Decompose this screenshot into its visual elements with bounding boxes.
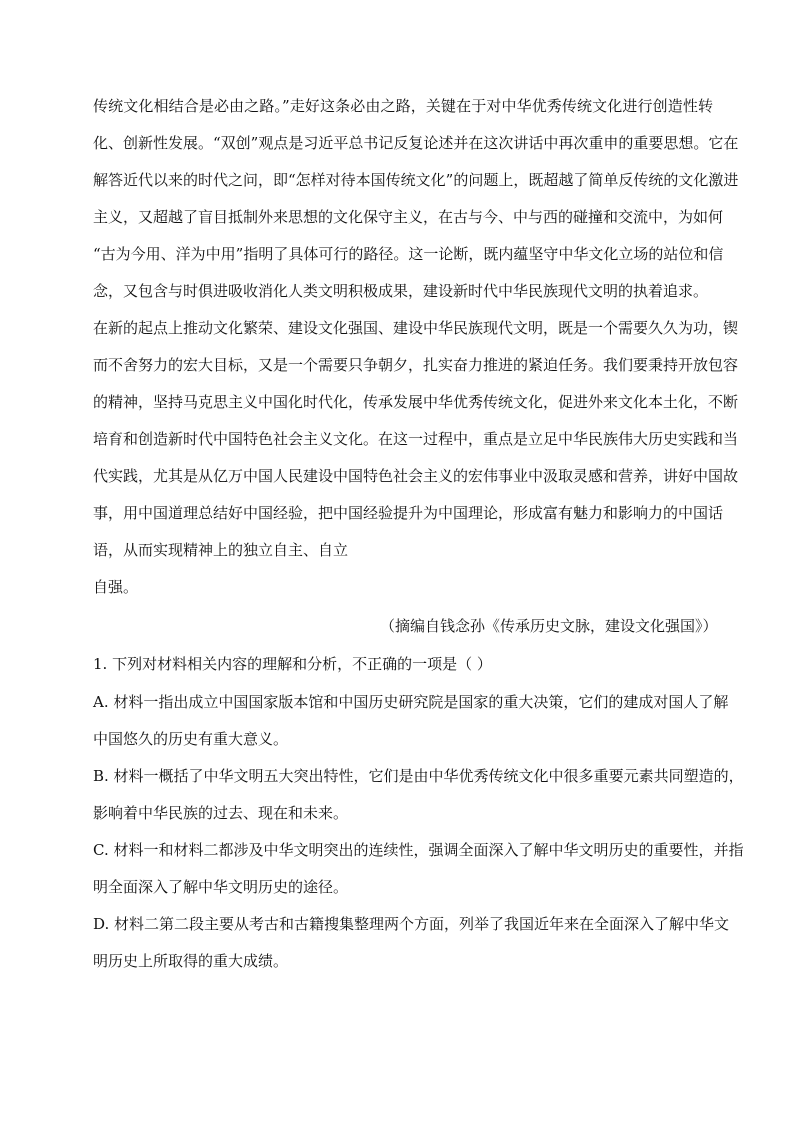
- option-line: 中国悠久的历史有重大意义。: [93, 730, 289, 748]
- passage-line: 事，用中国道理总结好中国经验，把中国经验提升为中国理论，形成富有魅力和影响力的中国话: [93, 504, 724, 522]
- passage-line: 自强。: [93, 578, 139, 596]
- passage-line: 化、创新性发展。“双创”观点是习近平总书记反复论述并在这次讲话中再次重申的重要思想。它在: [93, 134, 739, 152]
- question-stem: 1. 下列对材料相关内容的理解和分析，不正确的一项是（ ）: [93, 655, 492, 673]
- passage-line: 念，又包含与时俱进吸收消化人类文明积极成果，建设新时代中华民族现代文明的执着追求。: [93, 282, 709, 300]
- option-line: D. 材料二第二段主要从考古和古籍搜集整理两个方面，列举了我国近年来在全面深入了解中华文: [93, 915, 730, 933]
- option-line: 明全面深入了解中华文明历史的途径。: [93, 878, 349, 896]
- passage-source: （摘编自钱念孙《传承历史文脉，建设文化强国》）: [380, 617, 718, 635]
- option-line: B. 材料一概括了中华文明五大突出特性，它们是由中华优秀传统文化中很多重要元素共同塑造的，: [93, 767, 744, 785]
- passage-line: 的精神，坚持马克思主义中国化时代化，传承发展中华优秀传统文化，促进外来文化本土化，不断: [93, 393, 739, 411]
- passage-line: “古为今用、洋为中用”指明了具体可行的路径。这一论断，既内蕴坚守中华文化立场的站位和信: [93, 245, 724, 263]
- passage-line: 而不舍努力的宏大目标，又是一个需要只争朝夕，扎实奋力推进的紧迫任务。我们要秉持开放包容: [93, 356, 739, 374]
- option-line: A. 材料一指出成立中国国家版本馆和中国历史研究院是国家的重大决策，它们的建成对国人了解: [93, 693, 729, 711]
- passage-line: 主义，又超越了盲目抵制外来思想的文化保守主义，在古与今、中与西的碰撞和交流中，为如何: [93, 208, 724, 226]
- passage-line: 解答近代以来的时代之问，即“怎样对待本国传统文化”的问题上，既超越了简单反传统的文化激进: [93, 171, 739, 189]
- passage-line: 语，从而实现精神上的独立自主、自立: [93, 541, 349, 559]
- option-line: C. 材料一和材料二都涉及中华文明突出的连续性，强调全面深入了解中华文明历史的重要性，并指: [93, 841, 744, 859]
- option-line: 明历史上所取得的重大成绩。: [93, 952, 289, 970]
- passage-line: 传统文化相结合是必由之路。”走好这条必由之路，关键在于对中华优秀传统文化进行创造性转: [93, 97, 713, 115]
- passage-line: 代实践，尤其是从亿万中国人民建设中国特色社会主义的宏伟事业中汲取灵感和营养，讲好中国故: [93, 467, 739, 485]
- option-line: 影响着中华民族的过去、现在和未来。: [93, 804, 349, 822]
- passage-line: 培育和创造新时代中国特色社会主义文化。在这一过程中，重点是立足中华民族伟大历史实践和当: [93, 430, 739, 448]
- passage-line: 在新的起点上推动文化繁荣、建设文化强国、建设中华民族现代文明，既是一个需要久久为功，锲: [93, 319, 739, 337]
